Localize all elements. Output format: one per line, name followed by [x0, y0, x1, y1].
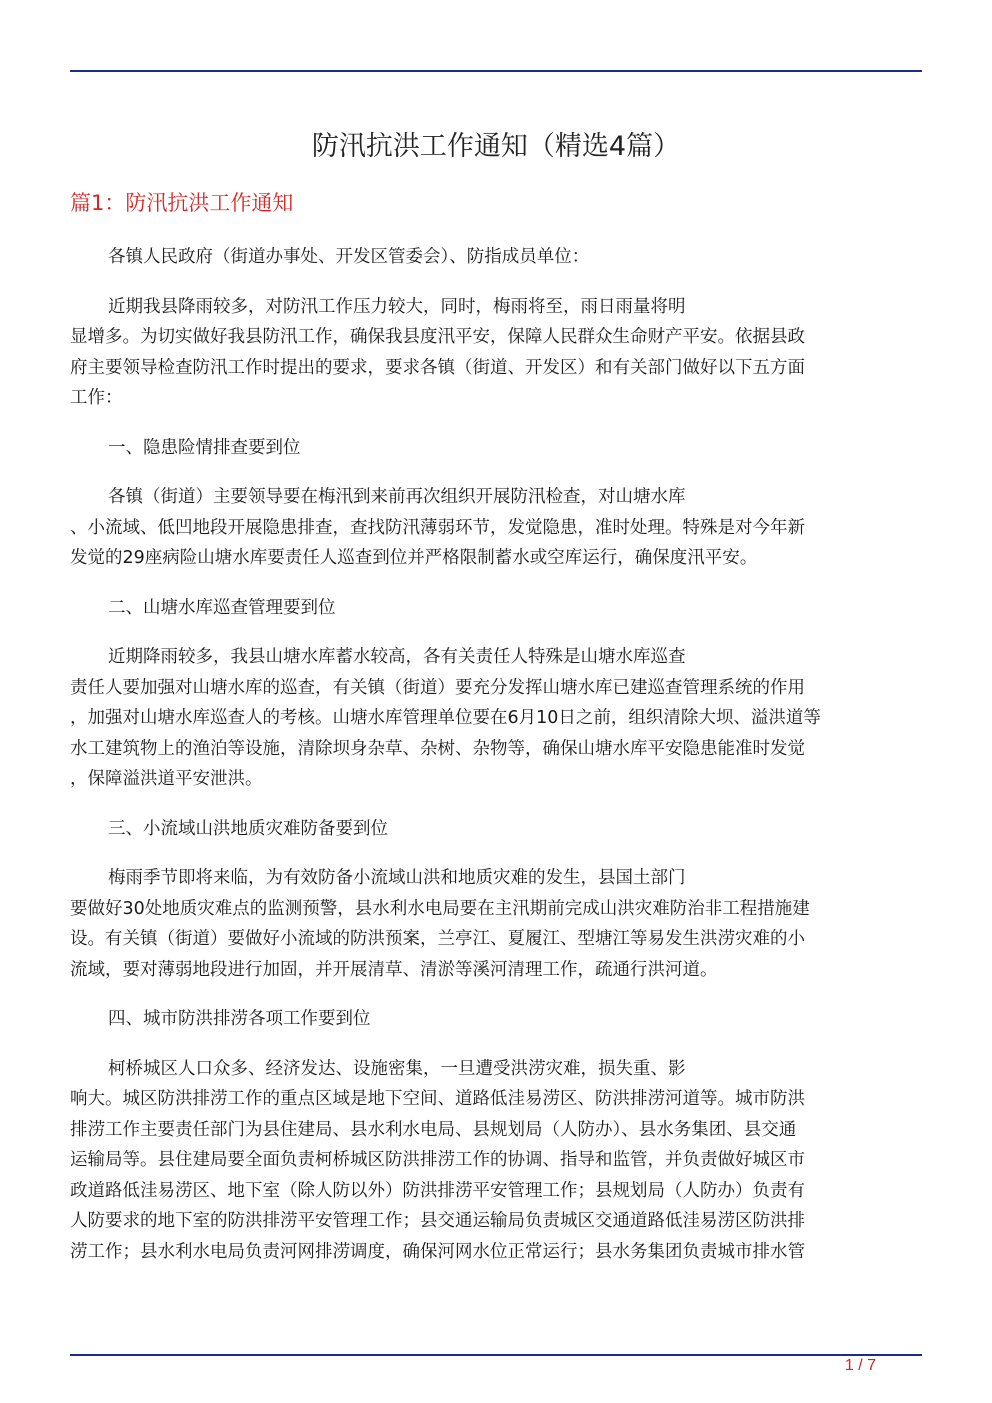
text-line: 近期我县降雨较多，对防汛工作压力较大，同时，梅雨将至，雨日雨量将明 [108, 296, 686, 317]
footer-rule [70, 1354, 922, 1356]
text-line: 各镇（街道）主要领导要在梅汛到来前再次组织开展防汛检查，对山塘水库 [108, 487, 686, 507]
text-line: 设。有关镇（街道）要做好小流域的防洪预案，兰亭江、夏履江、型塘江等易发生洪涝灾难的小 [70, 929, 805, 949]
text-line: ，保障溢洪道平安泄洪。 [70, 769, 263, 789]
text-line: 二、山塘水库巡查管理要到位 [108, 597, 336, 618]
text-line: 近期降雨较多，我县山塘水库蓄水较高，各有关责任人特殊是山塘水库巡查 [108, 647, 686, 667]
paragraph [70, 482, 922, 574]
text-line: 流域，要对薄弱地段进行加固，并开展清草、清淤等溪河清理工作，疏通行洪河道。 [70, 959, 718, 980]
text-line: 三、小流域山洪地质灾难防备要到位 [108, 818, 388, 839]
text-line: 一、隐患险情排查要到位 [108, 437, 301, 458]
section-title: 篇1：防汛抗洪工作通知 [70, 191, 294, 215]
paragraph [70, 1054, 922, 1268]
text-line: 要做好30处地质灾难点的监测预警，县水利水电局要在主汛期前完成山洪灾难防治非工程措施建 [70, 898, 810, 919]
text-line: 水工建筑物上的渔泊等设施，清除坝身杂草、杂树、杂物等，确保山塘水库平安隐患能准时发觉 [70, 738, 805, 759]
document-body [70, 242, 922, 1286]
page-number: 1 / 7 [844, 1357, 876, 1374]
subheading [70, 433, 922, 464]
paragraph [70, 642, 922, 795]
text-line: 发觉的29座病险山塘水库要责任人巡查到位并严格限制蓄水或空库运行，确保度汛平安。 [70, 548, 758, 568]
text-line: 政道路低洼易涝区、地下室（除人防以外）防洪排涝平安管理工作；县规划局（人防办）负责有 [70, 1180, 805, 1201]
text-line: 府主要领导检查防汛工作时提出的要求，要求各镇（街道、开发区）和有关部门做好以下五方面 [70, 357, 805, 378]
text-line: 响大。城区防洪排涝工作的重点区域是地下空间、道路低洼易涝区、防洪排涝河道等。城市防洪 [70, 1089, 805, 1109]
text-line: 工作： [70, 388, 123, 408]
header-rule [70, 70, 922, 72]
text-line: 人防要求的地下室的防洪排涝平安管理工作；县交通运输局负责城区交通道路低洼易涝区防洪排 [70, 1211, 805, 1231]
text-line: 显增多。为切实做好我县防汛工作，确保我县度汛平安，保障人民群众生命财产平安。依据县政 [70, 327, 805, 347]
text-line: 柯桥城区人口众多、经济发达、设施密集，一旦遭受洪涝灾难，损失重、影 [108, 1058, 686, 1079]
text-line: 、小流域、低凹地段开展隐患排查，查找防汛薄弱环节，发觉隐患，准时处理。特殊是对今年新 [70, 517, 805, 538]
text-line: 运输局等。县住建局要全面负责柯桥城区防洪排涝工作的协调、指导和监管，并负责做好城区市 [70, 1150, 805, 1170]
subheading [70, 593, 922, 624]
subheading [70, 814, 922, 845]
text-line: 各镇人民政府（街道办事处、开发区管委会）、防指成员单位： [108, 247, 590, 267]
subheading [70, 1004, 922, 1035]
text-line: 四、城市防洪排涝各项工作要到位 [108, 1009, 371, 1029]
text-line: 责任人要加强对山塘水库的巡查，有关镇（街道）要充分发挥山塘水库已建巡查管理系统的作用 [70, 677, 805, 698]
text-line: 排涝工作主要责任部门为县住建局、县水利水电局、县规划局（人防办）、县水务集团、县交通 [70, 1119, 797, 1140]
text-line: 梅雨季节即将来临，为有效防备小流域山洪和地质灾难的发生，县国土部门 [108, 868, 686, 888]
paragraph [70, 863, 922, 985]
document-title: 防汛抗洪工作通知（精选4篇） [311, 131, 681, 162]
paragraph [70, 242, 922, 273]
paragraph [70, 292, 922, 414]
text-line: ，加强对山塘水库巡查人的考核。山塘水库管理单位要在6月10日之前，组织清除大坝、溢洪道等 [70, 708, 821, 728]
text-line: 涝工作；县水利水电局负责河网排涝调度，确保河网水位正常运行；县水务集团负责城市排水管 [70, 1241, 805, 1262]
